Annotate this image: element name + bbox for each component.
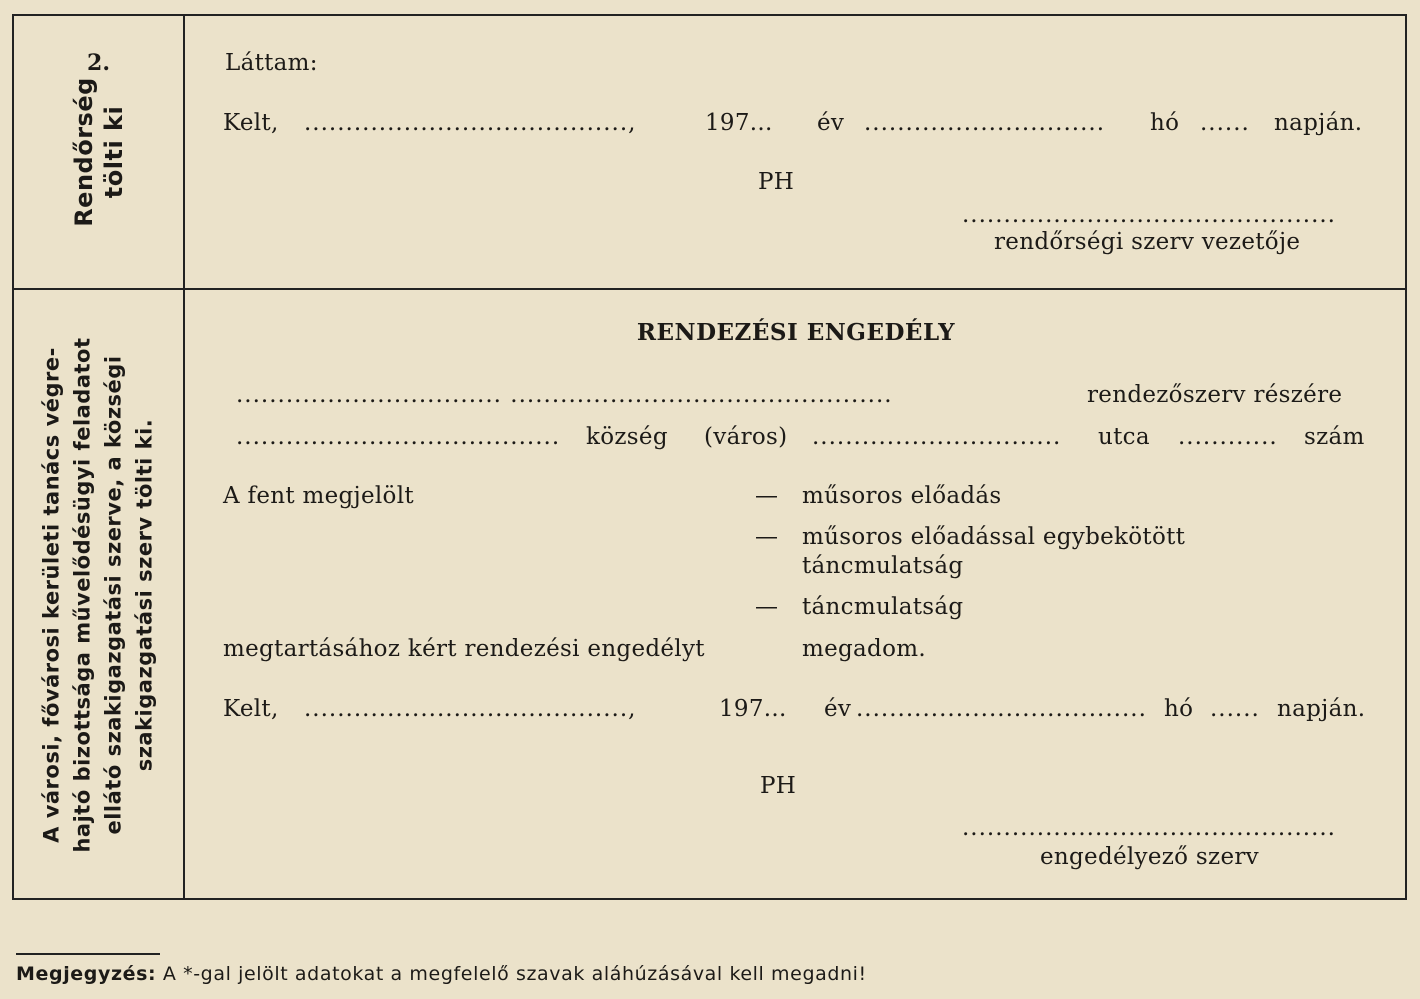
footnote-text: A *-gal jelölt adatokat a megfelelő szavak aláhúzásával kell megadni!: [162, 963, 867, 985]
council-side-label-line2: hajtó bizottsága művelődésügyi feladatot: [70, 337, 95, 853]
megtartas-text: megtartásához kért rendezési engedélyt: [223, 636, 705, 662]
top-napjan-label: napján.: [1274, 110, 1363, 136]
top-kelt-label: Kelt,: [223, 110, 279, 136]
organizer-name-field[interactable]: ................................ ..............................................: [236, 382, 893, 408]
police-side-label-line2: tölti ki: [99, 105, 128, 199]
top-kelt-place-field[interactable]: .......................................,: [304, 110, 637, 136]
village-label: község: [586, 424, 668, 450]
council-side-label-line1: A városi, fővárosi kerületi tanács végre-: [39, 347, 64, 843]
option2-dash: —: [755, 524, 779, 550]
council-side-label: [14, 290, 183, 900]
bottom-ph-stamp-label: PH: [760, 773, 797, 799]
street-label: utca: [1098, 424, 1150, 450]
top-signature-label: rendőrségi szerv vezetője: [994, 229, 1301, 255]
option-musoros-eloadas[interactable]: műsoros előadás: [802, 483, 1002, 509]
horizontal-divider: [14, 288, 1405, 290]
footnote-label: Megjegyzés:: [16, 963, 157, 985]
top-signature-field[interactable]: .............................................: [962, 202, 1336, 228]
house-number-field[interactable]: ............: [1178, 424, 1278, 450]
city-label: (város): [704, 424, 788, 450]
council-side-label-line4: szakigazgatási szerv tölti ki.: [132, 418, 157, 772]
bottom-kelt-label: Kelt,: [223, 696, 279, 722]
option-musoros-eloadas-tancmulatsag-line1[interactable]: műsoros előadással egybekötött: [802, 524, 1186, 550]
police-side-label: [14, 16, 183, 288]
megadom-text: megadom.: [802, 636, 926, 662]
bottom-signature-field[interactable]: .............................................: [962, 815, 1336, 841]
bottom-signature-label: engedélyező szerv: [1040, 844, 1259, 870]
council-side-label-line3: ellátó szakigazgatási szerve, a községi: [101, 355, 126, 835]
bottom-month-field[interactable]: ...................................: [856, 696, 1147, 722]
village-field[interactable]: .......................................: [236, 424, 561, 450]
option-musoros-eloadas-tancmulatsag-line2[interactable]: táncmulatság: [802, 553, 964, 579]
top-ho-label: hó: [1150, 110, 1180, 136]
top-ph-stamp-label: PH: [758, 169, 795, 195]
section-number: 2.: [87, 50, 110, 76]
bottom-kelt-place-field[interactable]: .......................................,: [304, 696, 637, 722]
house-number-label: szám: [1304, 424, 1365, 450]
top-ev-label: év: [817, 110, 845, 136]
permit-title: RENDEZÉSI ENGEDÉLY: [636, 319, 956, 346]
option3-dash: —: [755, 594, 779, 620]
top-month-field[interactable]: .............................: [864, 110, 1106, 136]
footnote-separator: [16, 953, 160, 955]
vertical-divider: [183, 16, 185, 898]
bottom-day-field[interactable]: ......: [1210, 696, 1260, 722]
permit-form: [12, 14, 1407, 900]
fent-megjelolt-text: A fent megjelölt: [223, 483, 414, 509]
bottom-ev-label: év: [824, 696, 852, 722]
organizer-label: rendezőszerv részére: [1087, 382, 1343, 408]
bottom-year: 197...: [719, 696, 787, 722]
police-side-label-line1: Rendőrség: [69, 77, 98, 227]
top-day-field[interactable]: ......: [1200, 110, 1250, 136]
top-year: 197...: [705, 110, 773, 136]
street-field[interactable]: ..............................: [812, 424, 1062, 450]
footnote: [16, 963, 867, 985]
bottom-napjan-label: napján.: [1277, 696, 1366, 722]
bottom-ho-label: hó: [1164, 696, 1194, 722]
lattam-label: Láttam:: [225, 50, 318, 76]
option1-dash: —: [755, 483, 779, 509]
option-tancmulatsag[interactable]: táncmulatság: [802, 594, 964, 620]
